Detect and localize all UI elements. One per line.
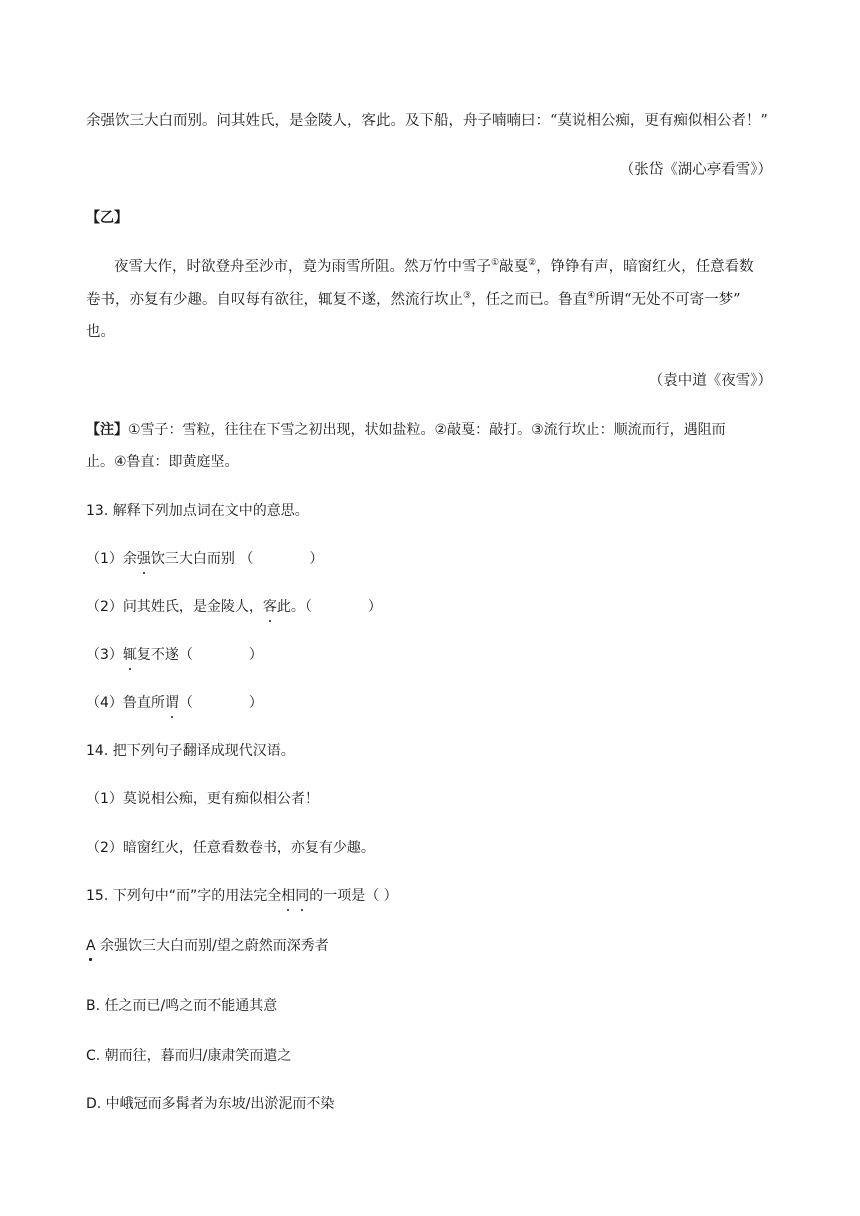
question-14-item-1: （1）莫说相公痴，更有痴似相公者！ xyxy=(86,791,319,807)
passage-yi-line-2 xyxy=(86,290,786,310)
footnote-mark: ② xyxy=(528,258,537,268)
passage-yi-heading: 【乙】 xyxy=(86,210,128,226)
question-15-option-a[interactable]: A 余强饮三大白而别/望之蔚然而深秀者 xyxy=(86,938,329,954)
dotted-word: 谓 xyxy=(164,695,179,711)
notes-label: 【注】 xyxy=(86,422,128,438)
question-13-item-4 xyxy=(86,693,786,713)
text: ，铮铮有声，暗窗红火，任意看数 xyxy=(536,259,754,275)
question-13-stem: 13. 解释下列加点词在文中的意思。 xyxy=(86,503,309,519)
text: 复不遂（ xyxy=(136,647,193,663)
text: ） xyxy=(367,599,382,615)
question-14-stem: 14. 把下列句子翻译成现代汉语。 xyxy=(86,743,295,759)
text: ①雪子：雪粒，往往在下雪之初出现，状如盐粒。②敲戛：敲打。③流行坎止：顺流而行，遇阻而 xyxy=(128,422,726,438)
question-13-item-1 xyxy=(86,549,786,569)
question-13-item-2 xyxy=(86,597,786,617)
question-13-item-3 xyxy=(86,645,786,665)
text: 的一项是（ ） xyxy=(309,888,398,904)
dotted-word: 同 xyxy=(295,888,310,904)
notes-line-1 xyxy=(86,420,786,440)
text: （ xyxy=(178,695,193,711)
text: 此。（ xyxy=(276,599,312,615)
text: 所谓“无处不可寄一梦” xyxy=(595,292,741,308)
text: （1）余 xyxy=(86,551,137,567)
dotted-word: 客 xyxy=(262,599,277,615)
text: ） xyxy=(248,647,263,663)
question-15-option-b[interactable]: B. 任之而已/鸣之而不能通其意 xyxy=(86,998,278,1014)
text: 15. 下列句中“而”字的用法完全 xyxy=(86,888,282,904)
option-a-dot-mark xyxy=(89,958,92,961)
text: ） xyxy=(309,551,324,567)
passage-jia-source: （张岱《湖心亭看雪》） xyxy=(619,162,772,178)
footnote-mark: ① xyxy=(491,258,500,268)
text: （4）鲁直所 xyxy=(86,695,165,711)
question-15-option-d[interactable]: D. 中峨冠而多髯者为东坡/出淤泥而不染 xyxy=(86,1096,335,1112)
text: 夜雪大作，时欲登舟至沙市，竟为雨雪所阻。然万竹中雪子 xyxy=(114,259,491,275)
passage-yi-line-1 xyxy=(114,257,814,277)
question-15-option-c[interactable]: C. 朝而往，暮而归/康肃笑而遣之 xyxy=(86,1048,292,1064)
text: （3） xyxy=(86,647,123,663)
text: 饮三大白而别 （ xyxy=(150,551,254,567)
passage-yi-source: （袁中道《夜雪》） xyxy=(648,373,772,389)
text: 卷书，亦复有少趣。自叹每有欲往，辄复不遂，然流行坎止 xyxy=(86,292,463,308)
text: （2）问其姓氏，是金陵人， xyxy=(86,599,263,615)
question-14-item-2: （2）暗窗红火，任意看数卷书，亦复有少趣。 xyxy=(86,840,375,856)
passage-jia-last-line: 余强饮三大白而别。问其姓氏，是金陵人，客此。及下船，舟子喃喃曰：“莫说相公痴，更有痴似相公者！” xyxy=(86,113,768,129)
dotted-word: 相 xyxy=(281,888,296,904)
dotted-word: 强 xyxy=(136,551,151,567)
notes-line-2: 止。④鲁直：即黄庭坚。 xyxy=(86,454,239,470)
text: 敲戛 xyxy=(499,259,529,275)
dotted-word: 辄 xyxy=(122,647,137,663)
question-15-stem xyxy=(86,886,786,906)
text: ，任之而已。鲁直 xyxy=(471,292,588,308)
text: ） xyxy=(248,695,263,711)
footnote-mark: ③ xyxy=(463,291,472,301)
footnote-mark: ④ xyxy=(587,291,596,301)
passage-yi-line-3: 也。 xyxy=(86,324,115,340)
